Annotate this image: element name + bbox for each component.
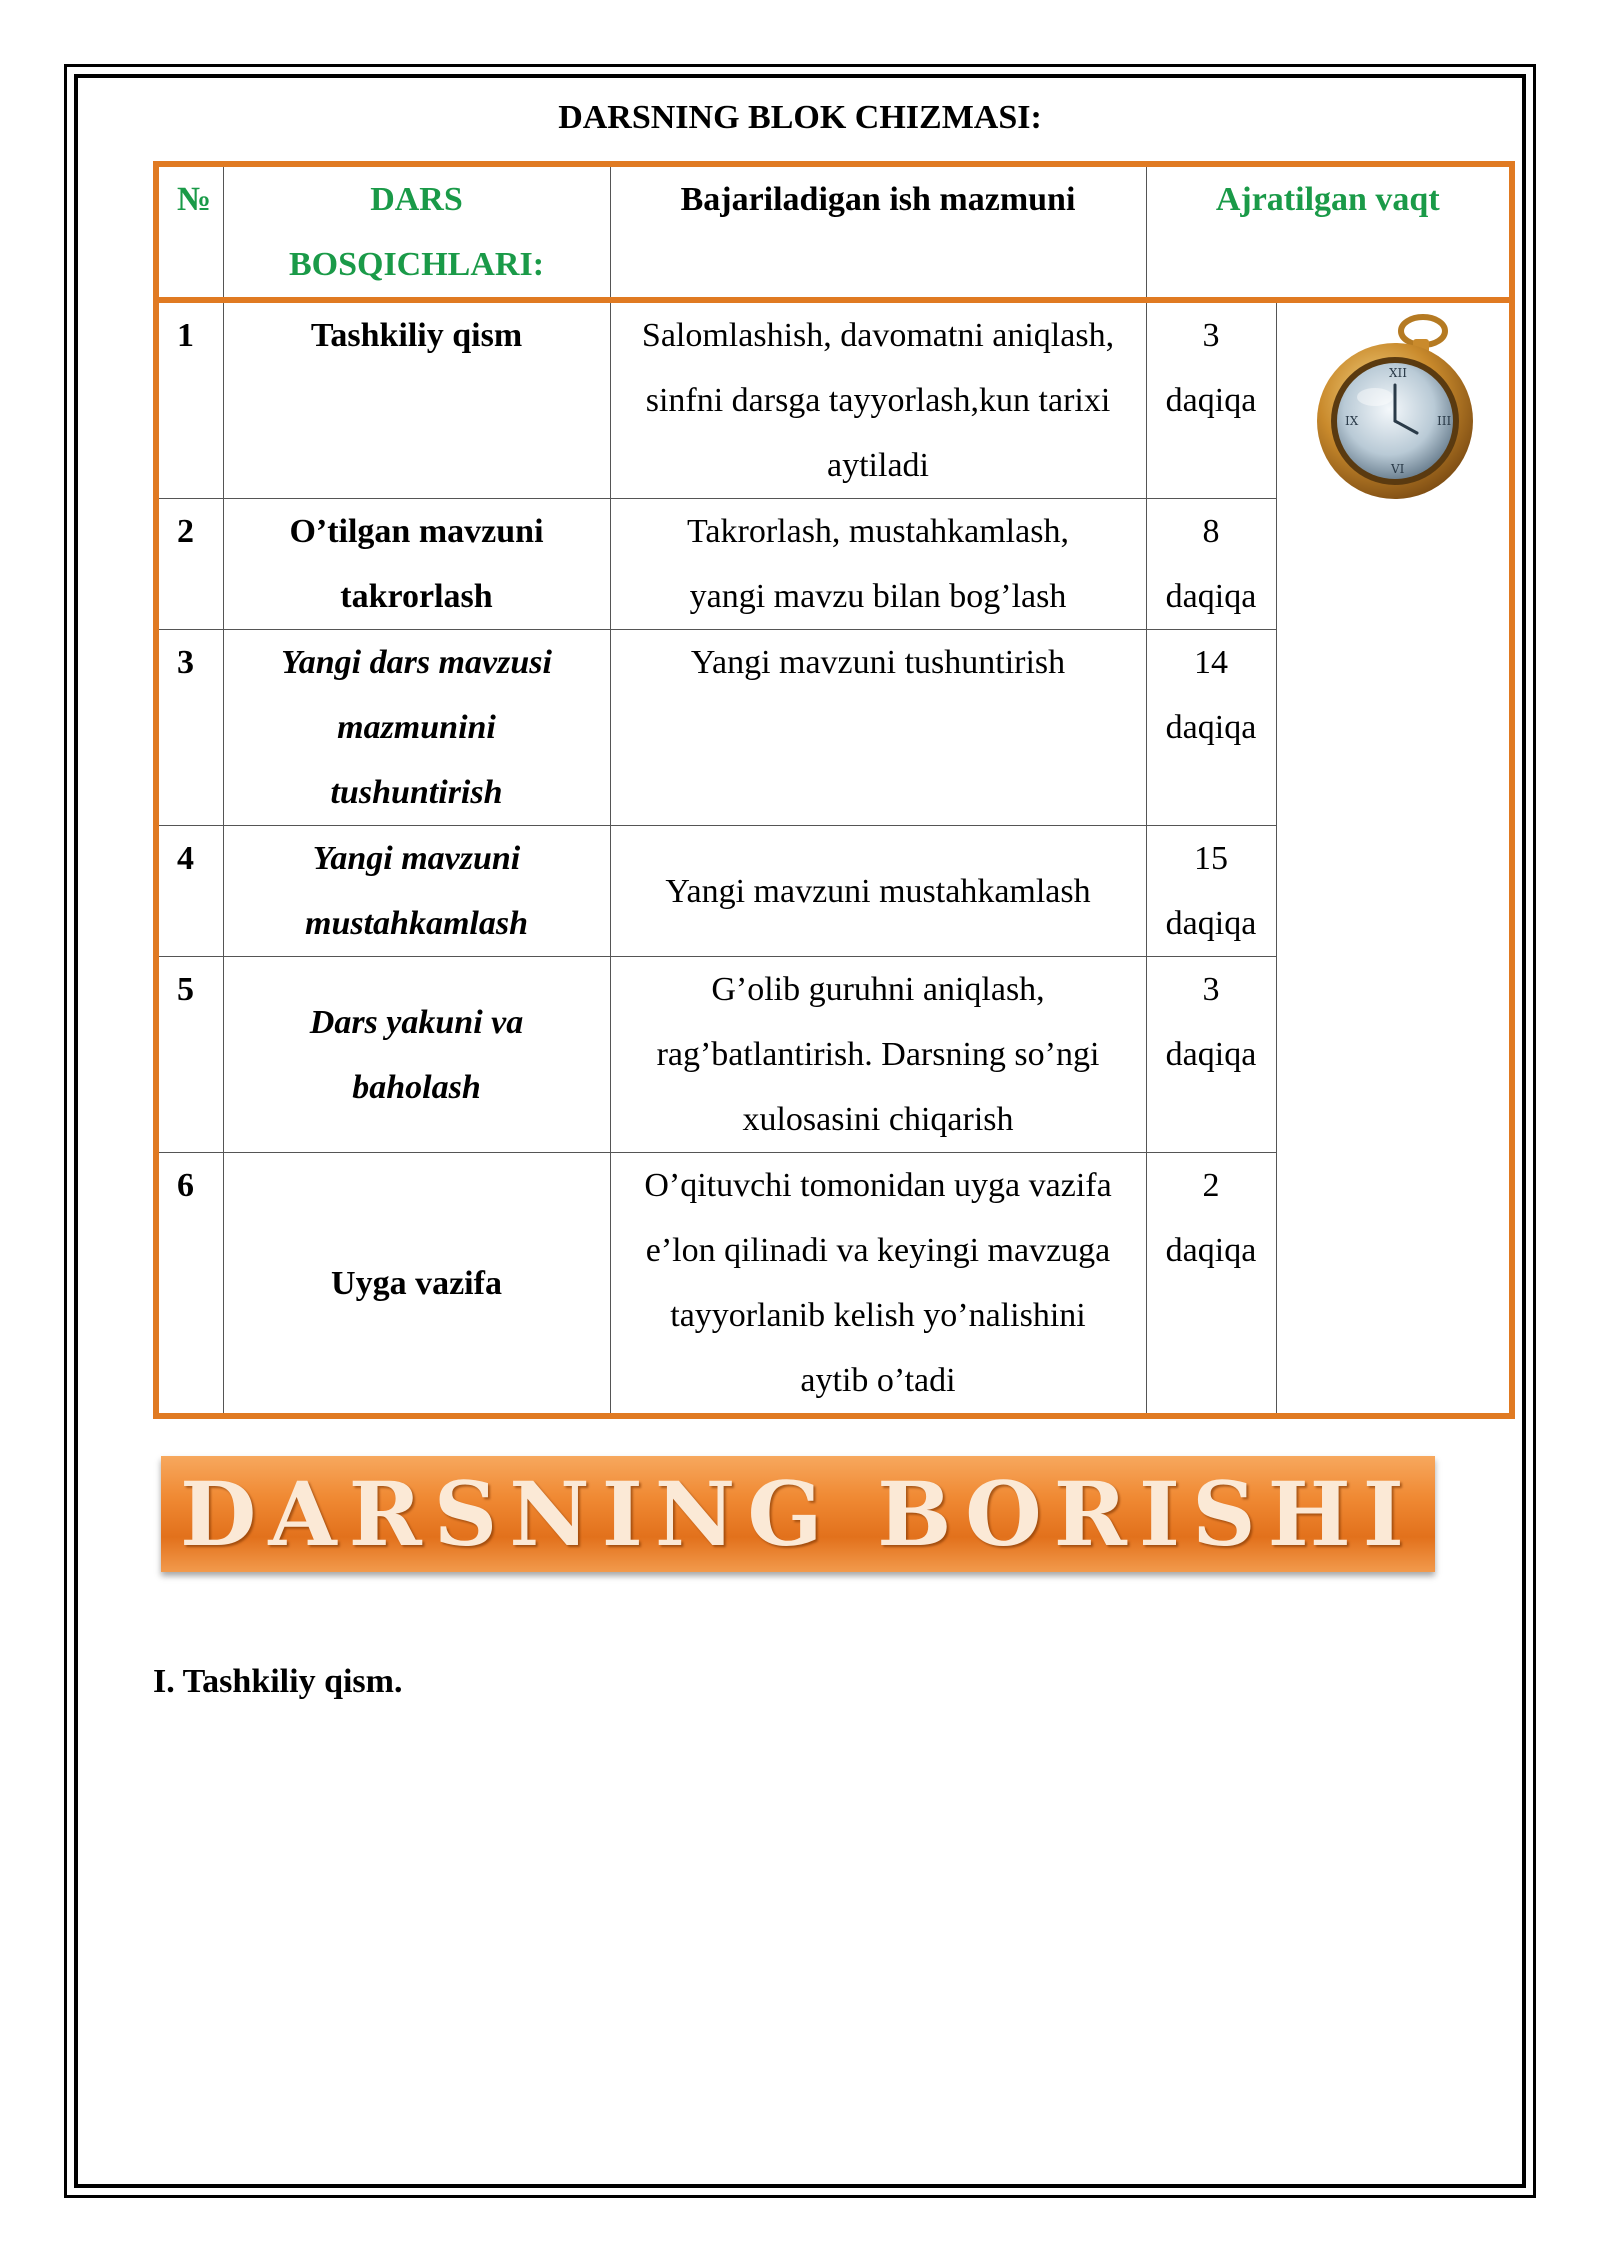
row-content: Salomlashish, davomatni aniqlash, sinfni darsga tayyorlash,kun tarixi aytiladi	[610, 300, 1146, 499]
section-heading: I. Tashkiliy qism.	[153, 1663, 403, 1700]
row-time: 8 daqiqa	[1146, 499, 1276, 630]
row-num: 6	[156, 1153, 223, 1417]
header-stage: DARS BOSQICHLARI:	[223, 164, 610, 300]
row-content: G’olib guruhni aniqlash, rag’batlantirish. Darsning so’ngi xulosasini chiqarish	[610, 957, 1146, 1153]
row-num: 5	[156, 957, 223, 1153]
row-content: Yangi mavzuni mustahkamlash	[610, 826, 1146, 957]
header-num: №	[156, 164, 223, 300]
svg-text:XII: XII	[1388, 366, 1407, 380]
row-time: 2 daqiqa	[1146, 1153, 1276, 1417]
row-content: O’qituvchi tomonidan uyga vazifa e’lon qilinadi va keyingi mavzuga tayyorlanib kelish yo’nalishini aytib o’tadi	[610, 1153, 1146, 1417]
table-header-row	[156, 164, 1512, 300]
table-row	[156, 300, 1512, 499]
svg-text:VI: VI	[1390, 462, 1405, 476]
row-stage: Tashkiliy qism	[223, 300, 610, 499]
row-num: 2	[156, 499, 223, 630]
banner-text: DARSNING BORISHI	[180, 1462, 1416, 1566]
header-content: Bajariladigan ish mazmuni	[610, 164, 1146, 300]
row-time: 3 daqiqa	[1146, 957, 1276, 1153]
pocket-watch-icon	[1303, 309, 1483, 509]
row-num: 3	[156, 630, 223, 826]
row-stage: Yangi mavzuni mustahkamlash	[223, 826, 610, 957]
lesson-block-table	[153, 161, 1515, 1419]
row-time: 14 daqiqa	[1146, 630, 1276, 826]
row-num: 1	[156, 300, 223, 499]
row-time: 3 daqiqa	[1146, 300, 1276, 499]
row-stage: Uyga vazifa	[223, 1153, 610, 1417]
svg-text:IX: IX	[1344, 414, 1359, 428]
row-stage: Dars yakuni va baholash	[223, 957, 610, 1153]
header-time: Ajratilgan vaqt	[1146, 164, 1512, 300]
svg-text:III: III	[1436, 414, 1451, 428]
row-num: 4	[156, 826, 223, 957]
row-content: Takrorlash, mustahkamlash, yangi mavzu bilan bog’lash	[610, 499, 1146, 630]
row-content: Yangi mavzuni tushuntirish	[610, 630, 1146, 826]
lesson-progress-banner	[161, 1456, 1435, 1572]
row-stage: Yangi dars mavzusi mazmunini tushuntirish	[223, 630, 610, 826]
document-title: DARSNING BLOK CHIZMASI:	[558, 99, 1042, 136]
row-stage: O’tilgan mavzuni takrorlash	[223, 499, 610, 630]
row-time: 15 daqiqa	[1146, 826, 1276, 957]
clock-cell	[1276, 300, 1512, 1416]
